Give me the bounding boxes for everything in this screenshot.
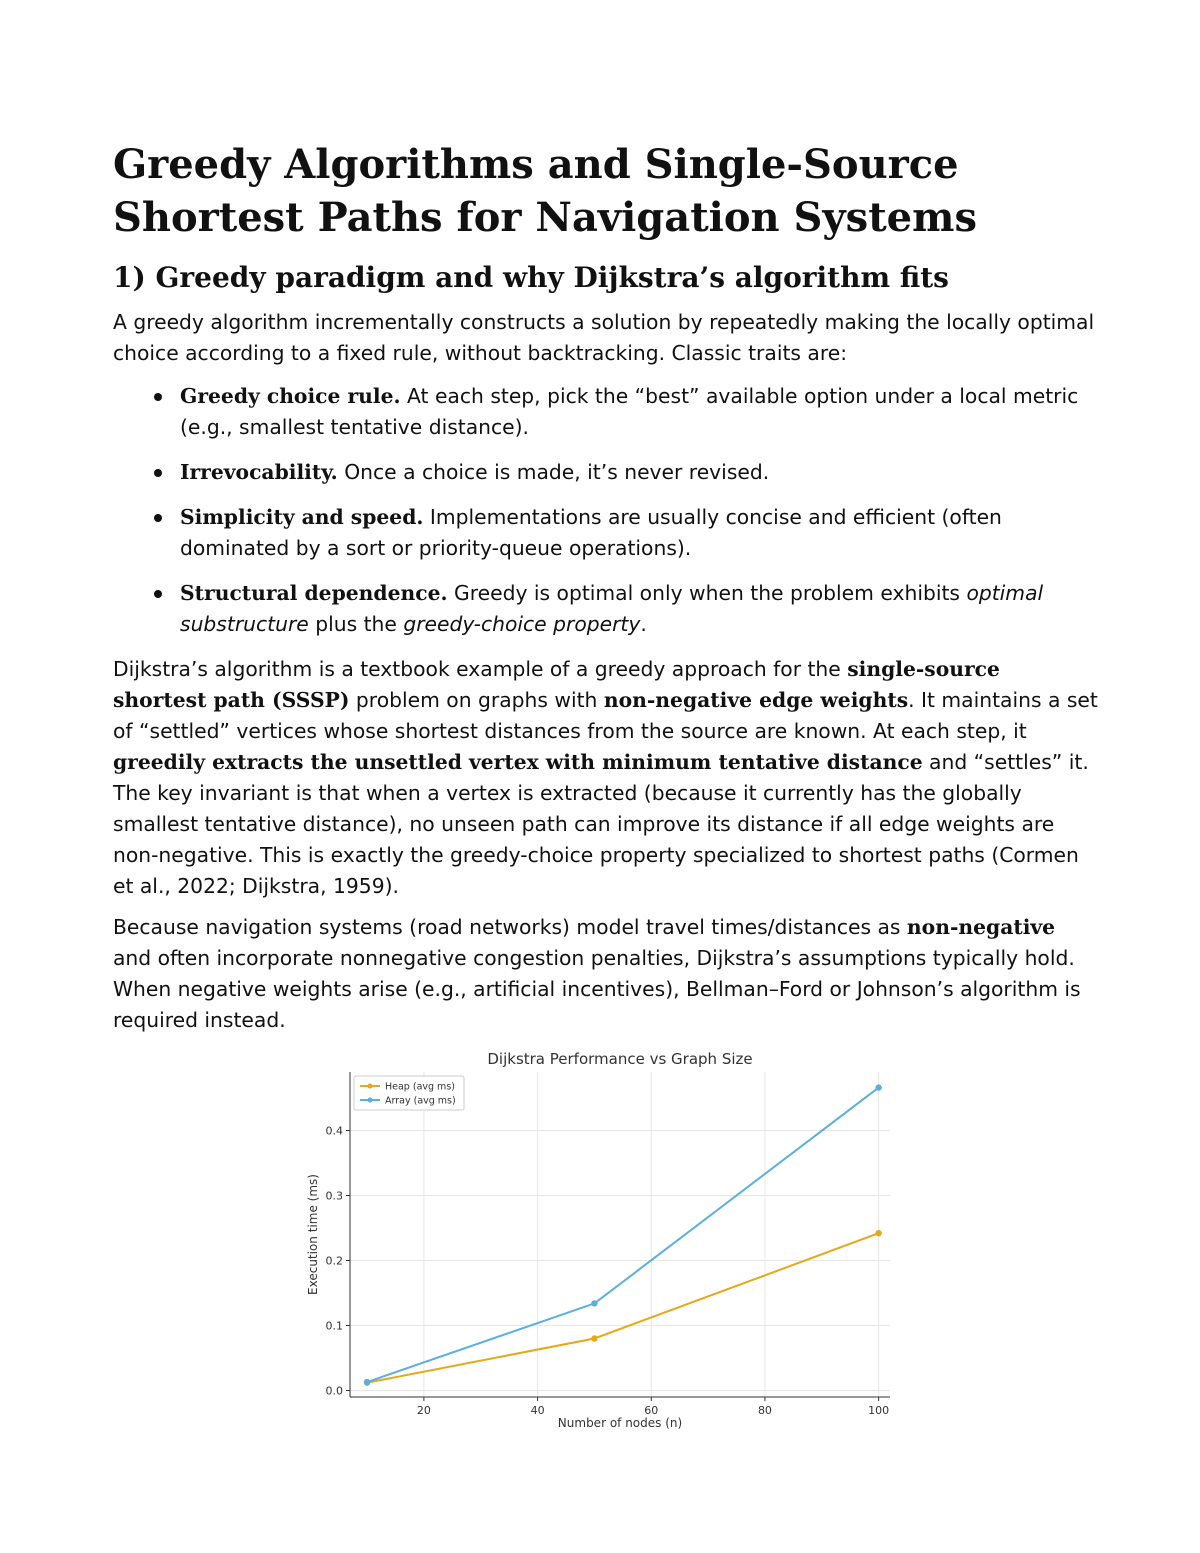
x-tick-label: 100 [868, 1404, 890, 1417]
bullet-italic: greedy-choice property [403, 612, 641, 636]
data-point [875, 1230, 881, 1236]
text-run: and often incorporate nonnegative congestion penalties, Dijkstra’s assumptions typically hold. When negative weights arise (e.g., artificial incentives), Bellman–Ford or Johnson’s algorithm is required instead. [113, 946, 1081, 1032]
document-title: Greedy Algorithms and Single-Source Shortest Paths for Navigation Systems [113, 141, 977, 241]
list-item [113, 578, 1098, 640]
text-run: Dijkstra’s algorithm is a textbook example of a greedy approach for the [113, 657, 848, 681]
x-tick-label: 40 [530, 1404, 545, 1417]
data-point [875, 1084, 881, 1090]
bullet-text: plus the [308, 612, 404, 636]
bullet-text: . [640, 612, 647, 636]
legend-marker [368, 1084, 373, 1089]
traits-list [113, 381, 1098, 640]
y-tick-label: 0.4 [325, 1124, 343, 1138]
bullet-icon [154, 514, 162, 522]
bullet-term: Irrevocability. [180, 460, 338, 484]
bullet-text: Greedy is optimal only when the problem exhibits [447, 581, 967, 605]
legend-label: Array (avg ms) [385, 1095, 456, 1107]
list-item [113, 381, 1098, 443]
document-body [113, 138, 1098, 1036]
y-tick-label: 0.1 [325, 1319, 343, 1333]
data-point [591, 1300, 597, 1306]
y-tick-label: 0.3 [325, 1189, 343, 1203]
text-run: Because navigation systems (road networks) model travel times/distances as [113, 915, 907, 939]
bullet-italic: optimal substructure [180, 581, 1044, 636]
bullet-text: Implementations are usually concise and efficient (often dominated by a sort or priority-queue operations). [180, 505, 1002, 560]
text-run: problem on graphs with [349, 688, 604, 712]
section-heading: 1) Greedy paradigm and why Dijkstra’s algorithm fits [113, 261, 949, 294]
x-tick-label: 20 [416, 1404, 431, 1417]
data-point [591, 1335, 597, 1341]
chart-title: Dijkstra Performance vs Graph Size [487, 1050, 753, 1068]
performance-chart [300, 1042, 900, 1442]
navigation-paragraph [113, 912, 1098, 1036]
bullet-icon [154, 393, 162, 401]
text-run: . It maintains a set of “settled” vertices whose shortest distances from the source are known. At each step, it [113, 688, 1098, 743]
y-axis-label: Execution time (ms) [306, 1174, 320, 1295]
bold-run: greedily extracts the unsettled vertex with minimum tentative distance [113, 750, 923, 774]
x-tick-label: 80 [757, 1404, 772, 1417]
bold-run: non-negative edge weights [603, 688, 909, 712]
intro-paragraph: A greedy algorithm incrementally constructs a solution by repeatedly making the locally optimal choice according to a fixed rule, without backtracking. Classic traits are: [113, 310, 1095, 365]
dijkstra-paragraph [113, 654, 1098, 902]
bullet-icon [154, 469, 162, 477]
text-run: and “settles” it. The key invariant is that when a vertex is extracted (because it currently has the globally smallest tentative distance), no unseen path can improve its distance if all edge weights are non-negative. This is exactly the greedy-choice property specialized to shortest paths (Cormen et al., 2022; Dijkstra, 1959). [113, 750, 1089, 898]
series-line [367, 1088, 879, 1382]
bullet-text: At each step, pick the “best” available option under a local metric (e.g., smallest tentative distance). [180, 384, 1079, 439]
bullet-term: Greedy choice rule. [180, 384, 401, 408]
y-tick-label: 0.0 [325, 1384, 343, 1398]
bullet-term: Structural dependence. [180, 581, 448, 605]
y-tick-label: 0.2 [325, 1254, 343, 1268]
bold-run: non-negative [906, 915, 1056, 939]
data-point [364, 1379, 370, 1385]
series-line [367, 1233, 879, 1383]
bold-run: single-source shortest path (SSSP) [113, 657, 1000, 712]
list-item [113, 502, 1098, 564]
x-axis-label: Number of nodes (n) [557, 1416, 683, 1430]
chart-svg [300, 1042, 900, 1442]
legend-label: Heap (avg ms) [385, 1081, 455, 1093]
x-tick-label: 60 [644, 1404, 659, 1417]
bullet-icon [154, 590, 162, 598]
bullet-term: Simplicity and speed. [180, 505, 424, 529]
list-item [113, 457, 1098, 488]
bullet-text: Once a choice is made, it’s never revised. [337, 460, 770, 484]
legend-marker [368, 1098, 373, 1103]
